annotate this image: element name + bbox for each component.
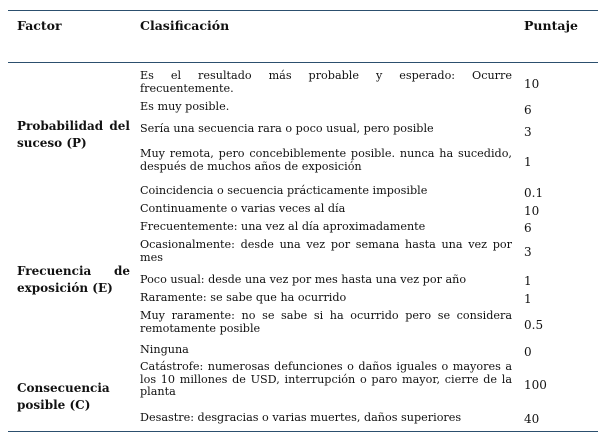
row-score: 100	[524, 378, 547, 392]
factor-exposure	[17, 263, 130, 297]
row-score: 1	[524, 155, 532, 169]
row-score: 6	[524, 103, 532, 117]
row-score: 0	[524, 345, 532, 359]
factor-probability	[17, 118, 130, 152]
header-factor: Factor	[17, 18, 62, 33]
row-description: Desastre: desgracias o varias muertes, daños superiores	[140, 411, 462, 424]
row-description: Ocasionalmente: desde una vez por semana hasta una vez por mes	[140, 238, 512, 264]
row-description: Coincidencia o secuencia prácticamente imposible	[140, 184, 428, 197]
row-description: Raramente: se sabe que ha ocurrido	[140, 291, 347, 304]
row-score: 1	[524, 292, 532, 306]
factor-consequence-line1: Consecuencia	[17, 381, 110, 395]
row-description: Catástrofe: numerosas defunciones o daños iguales o mayores a los 10 millones de USD, interrupción o paro mayor, cierre de la planta	[140, 360, 512, 398]
row-description: Muy raramente: no se sabe si ha ocurrido pero se considera remotamente posible	[140, 309, 512, 335]
row-description: Sería una secuencia rara o poco usual, pero posible	[140, 122, 434, 135]
header-bottom-rule	[8, 62, 598, 63]
factor-consequence-line2: posible (C)	[17, 398, 91, 412]
row-score: 10	[524, 204, 540, 218]
row-description: Poco usual: desde una vez por mes hasta una vez por año	[140, 273, 467, 286]
factor-probability-line1: Probabilidad del	[17, 119, 130, 133]
factor-probability-line2: suceso (P)	[17, 136, 87, 150]
row-description: Continuamente o varias veces al día	[140, 202, 346, 215]
factor-exposure-line1: Frecuencia de	[17, 264, 130, 278]
row-score: 1	[524, 274, 532, 288]
row-score: 10	[524, 77, 540, 91]
table-top-rule	[8, 10, 598, 11]
table-bottom-rule	[8, 431, 598, 432]
factor-exposure-line2: exposición (E)	[17, 281, 113, 295]
row-score: 3	[524, 125, 532, 139]
row-description: Muy remota, pero concebiblemente posible. nunca ha sucedido, después de muchos años de exposición	[140, 147, 512, 173]
row-score: 3	[524, 245, 532, 259]
header-score: Puntaje	[524, 18, 578, 33]
row-description: Frecuentemente: una vez al día aproximadamente	[140, 220, 426, 233]
row-description: Es el resultado más probable y esperado: Ocurre frecuentemente.	[140, 69, 512, 95]
row-score: 0.5	[524, 318, 544, 332]
row-description: Es muy posible.	[140, 100, 230, 113]
row-score: 0.1	[524, 186, 544, 200]
factor-consequence	[17, 380, 130, 414]
row-score: 6	[524, 221, 532, 235]
row-description: Ninguna	[140, 343, 189, 356]
header-classification: Clasificación	[140, 18, 230, 33]
row-score: 40	[524, 412, 540, 426]
